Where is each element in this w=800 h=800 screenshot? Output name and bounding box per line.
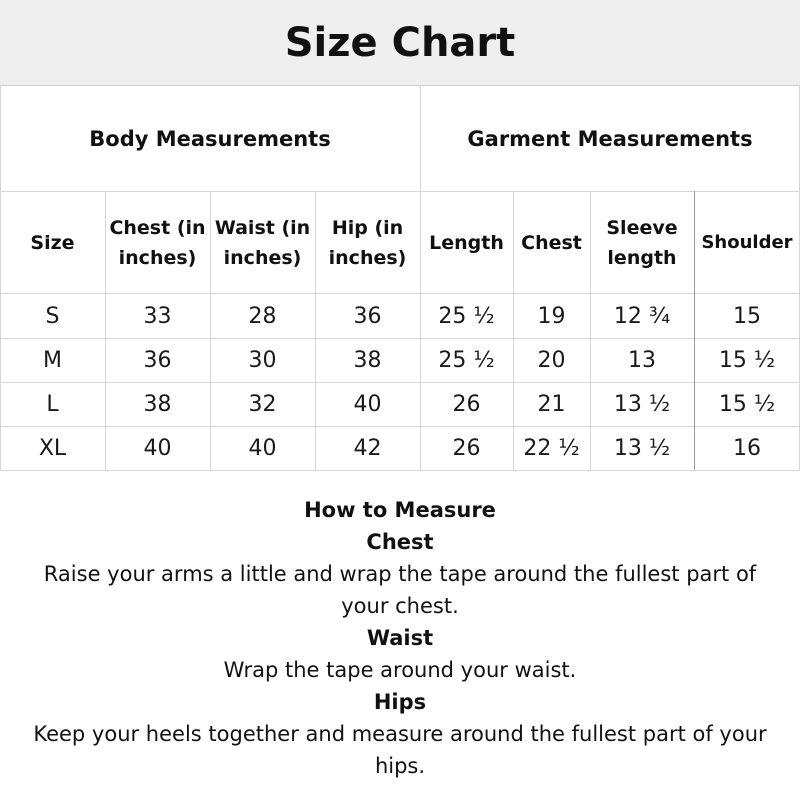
group-header-body: Body Measurements: [89, 126, 331, 151]
table-row-s-length: 25 ½: [438, 303, 495, 329]
table-row-l-shoulder: 15 ½: [718, 391, 776, 417]
table-row-s-chest: 33: [143, 303, 172, 329]
table-row-s-garment-chest: 19: [537, 303, 566, 329]
table-row-m-shoulder: 15 ½: [718, 347, 776, 373]
header-length: Length: [429, 231, 504, 254]
header-chest-body-line2: inches): [118, 246, 197, 269]
hips-instruction-text: Keep your heels together and measure around the fullest part of your hips.: [33, 722, 767, 778]
table-row-xl-chest: 40: [143, 435, 172, 461]
table-row-s-hip: 36: [353, 303, 382, 329]
table-row-l-size: L: [46, 391, 59, 417]
chest-instruction-title: Chest: [366, 530, 434, 554]
table-row-s-waist: 28: [248, 303, 277, 329]
waist-instruction-title: Waist: [366, 626, 434, 650]
table-row-m-waist: 30: [248, 347, 277, 373]
table-row-s-size: S: [45, 303, 60, 329]
table-border-bottom: [0, 470, 800, 471]
chest-instruction-text: Raise your arms a little and wrap the tape around the fullest part of your chest.: [43, 562, 757, 618]
table-row-l-waist: 32: [248, 391, 277, 417]
table-row-m-size: M: [43, 347, 62, 373]
header-chest-body-line1: Chest (in: [109, 216, 206, 239]
table-row-l-hip: 40: [353, 391, 382, 417]
table-row-xl-hip: 42: [353, 435, 382, 461]
header-hip-line1: Hip (in: [331, 216, 404, 239]
table-row-xl-size: XL: [38, 435, 67, 461]
table-row-l-garment-chest: 21: [537, 391, 566, 417]
how-to-measure-section: [0, 494, 800, 782]
table-row-m-length: 25 ½: [438, 347, 495, 373]
table-row-s-sleeve: 12 ¾: [613, 303, 671, 329]
header-waist: [210, 192, 315, 293]
header-sleeve-length: [590, 192, 694, 293]
table-row-xl-shoulder: 16: [733, 435, 761, 461]
hips-instruction-title: Hips: [373, 690, 427, 714]
table-row-s-shoulder: 15: [733, 303, 761, 329]
header-waist-line2: inches): [223, 246, 302, 269]
table-row-m-garment-chest: 20: [537, 347, 566, 373]
how-to-measure-heading: How to Measure: [304, 498, 496, 522]
header-waist-line1: Waist (in: [214, 216, 311, 239]
header-sleeve-line2: length: [607, 246, 677, 269]
table-row-m-chest: 36: [143, 347, 172, 373]
table-row-l-length: 26: [452, 391, 481, 417]
table-row-xl-garment-chest: 22 ½: [523, 435, 580, 461]
header-hip-line2: inches): [328, 246, 407, 269]
table-row-l-sleeve: 13 ½: [613, 391, 671, 417]
table-row-xl-waist: 40: [248, 435, 277, 461]
table-row-m-hip: 38: [353, 347, 382, 373]
table-row-xl-sleeve: 13 ½: [613, 435, 671, 461]
table-row-m-sleeve: 13: [628, 347, 656, 373]
group-header-garment: Garment Measurements: [467, 126, 753, 151]
header-size: Size: [30, 231, 75, 254]
header-sleeve-line1: Sleeve: [606, 216, 678, 239]
page-title: Size Chart: [284, 20, 516, 66]
header-hip: [315, 192, 420, 293]
table-row-l-chest: 38: [143, 391, 172, 417]
waist-instruction-text: Wrap the tape around your waist.: [223, 658, 577, 682]
header-chest-body: [105, 192, 210, 293]
table-row-xl-length: 26: [452, 435, 481, 461]
header-chest-garment: Chest: [521, 231, 582, 254]
header-shoulder: Shoulder: [701, 231, 793, 253]
